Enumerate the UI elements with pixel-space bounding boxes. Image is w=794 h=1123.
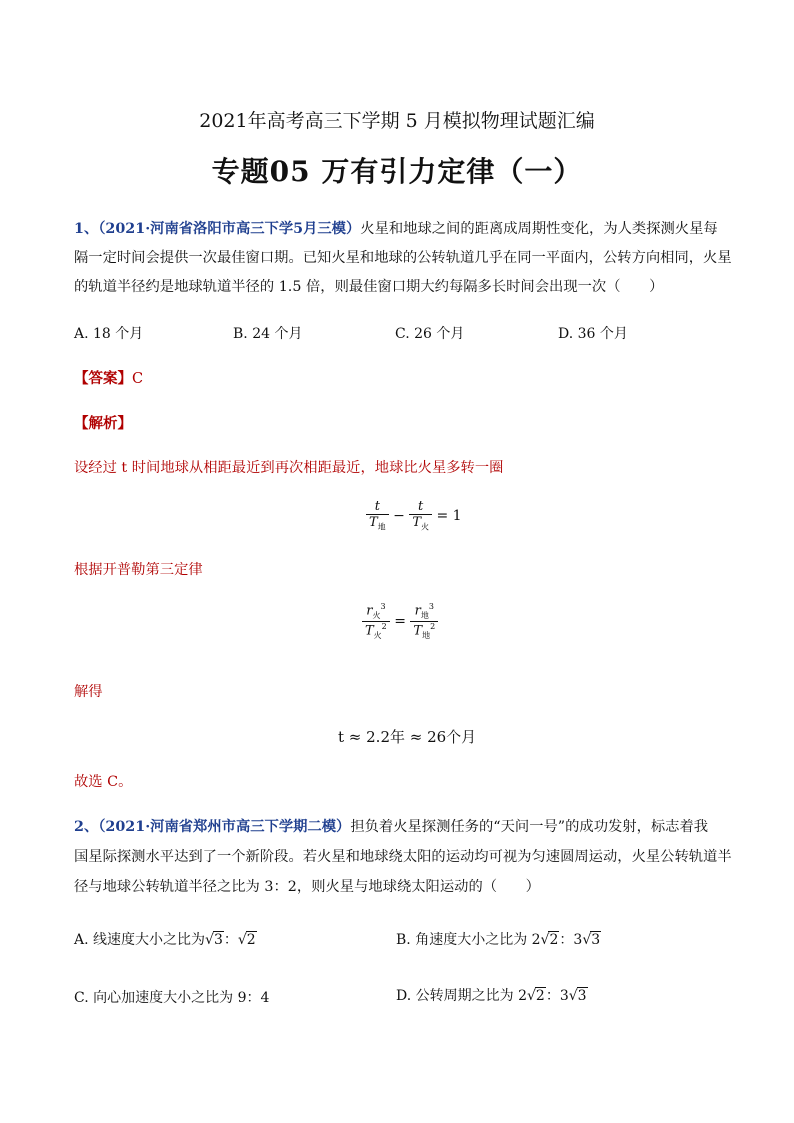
q1-conclusion: 故选 C。: [74, 774, 133, 790]
collection-header: 2021年高考高三下学期 5 月模拟物理试题汇编: [199, 110, 595, 132]
q2-option-c: C. 向心加速度大小之比为 9：4: [74, 990, 270, 1006]
eq1-den-2: T: [412, 515, 421, 530]
eq1-den-1: T: [369, 515, 378, 530]
sqrt-icon: √2: [526, 988, 545, 1004]
q1-line1: [74, 218, 718, 238]
q2-option-a: [74, 929, 257, 949]
eq2-pow-r1: 3: [380, 602, 386, 611]
q2-option-b-sep: ：3: [559, 932, 583, 948]
q2-option-b: [396, 929, 601, 949]
q2-option-d: [396, 985, 588, 1005]
answer-label: 【答案】: [74, 370, 132, 387]
q2-option-a-r1: 3: [213, 932, 223, 948]
q2-option-d-sep: ：3: [545, 988, 569, 1004]
q2-option-d-text: D. 公转周期之比为 2: [396, 988, 527, 1004]
q2-option-a-sep: ：: [223, 932, 238, 948]
eq2-sub-r2: 地: [420, 610, 429, 620]
sqrt-icon: √3: [205, 932, 223, 948]
eq1-minus: −: [393, 507, 405, 524]
q2-option-d-r2: 3: [577, 988, 587, 1004]
q2-line2: 国星际探测水平达到了一个新阶段。若火星和地球绕太阳的运动均可视为匀速圆周运动，火星公转轨道半: [74, 849, 732, 865]
eq2-pow-r2: 3: [428, 602, 434, 611]
q2-text-1: 担负着火星探测任务的“天问一号”的成功发射，标志着我: [350, 819, 709, 835]
eq2-equals: =: [394, 613, 406, 630]
sqrt-icon: √3: [582, 932, 601, 948]
q1-option-a: A. 18 个月: [74, 326, 144, 342]
fraction-t-over-t-earth: [366, 499, 389, 533]
q1-step1: 设经过 t 时间地球从相距最近到再次相距最近，地球比火星多转一圈: [74, 460, 504, 476]
q1-step3: 解得: [74, 684, 103, 700]
q1-line2: 隔一定时间会提供一次最佳窗口期。已知火星和地球的公转轨道几乎在同一平面内，公转方向相同，火星: [74, 250, 732, 266]
q2-option-d-r1: 2: [535, 988, 545, 1004]
fraction-earth: [410, 602, 438, 641]
answer-value: C: [132, 371, 144, 387]
eq1-sub-1: 地: [377, 522, 386, 532]
eq2-pow-t2: 2: [430, 621, 436, 631]
q1-answer: [74, 367, 143, 388]
q2-option-a-text: A. 线速度大小之比为: [74, 932, 206, 948]
q2-option-b-r1: 2: [549, 932, 559, 948]
eq2-pow-t1: 2: [381, 621, 387, 631]
q1-option-b: B. 24 个月: [233, 326, 303, 342]
eq1-rhs: = 1: [436, 507, 462, 524]
eq2-r-1: r: [366, 603, 373, 619]
eq1-num-1: t: [374, 499, 380, 514]
q2-line3: 径与地球公转轨道半径之比为 3：2，则火星与地球绕太阳运动的（ ）: [74, 879, 540, 895]
q2-option-a-r2: 2: [246, 932, 256, 948]
eq2-T-1: T: [365, 623, 374, 639]
q1-step2: 根据开普勒第三定律: [74, 562, 203, 578]
q1-option-c: C. 26 个月: [395, 326, 465, 342]
eq2-T-2: T: [413, 623, 423, 639]
q1-number: 1、: [74, 221, 99, 237]
equation-1: [366, 499, 462, 533]
sqrt-icon: √3: [568, 988, 587, 1004]
q2-source: （2021·河南省郑州市高三下学期二模）: [98, 819, 351, 835]
sqrt-icon: √2: [540, 932, 559, 948]
eq1-sub-2: 火: [420, 522, 429, 532]
q1-text-1: 火星和地球之间的距离成周期性变化，为人类探测火星每: [360, 221, 718, 237]
equation-2: [362, 602, 438, 641]
analysis-label: 【解析】: [74, 415, 132, 432]
fraction-mars: [362, 602, 390, 641]
eq2-sub-t1: 火: [373, 630, 382, 640]
equation-3: t ≈ 2.2年 ≈ 26个月: [338, 728, 477, 746]
fraction-t-over-t-mars: [409, 499, 432, 533]
q2-number: 2、: [74, 819, 99, 835]
eq2-sub-t2: 地: [422, 630, 431, 640]
q2-option-b-text: B. 角速度大小之比为 2: [396, 932, 541, 948]
q1-line3: 的轨道半径约是地球轨道半径的 1.5 倍，则最佳窗口期大约每隔多长时间会出现一次（ ）: [74, 279, 664, 295]
q2-option-b-r2: 3: [591, 932, 601, 948]
page-title: 专题05 万有引力定律（一）: [211, 155, 583, 188]
q1-source: （2021·河南省洛阳市高三下学5月三模）: [98, 221, 361, 237]
eq1-num-2: t: [418, 499, 424, 514]
eq2-sub-r1: 火: [372, 610, 381, 620]
q1-option-d: D. 36 个月: [558, 326, 628, 342]
sqrt-icon: √2: [237, 932, 256, 948]
eq2-r-2: r: [414, 603, 421, 619]
q2-line1: [74, 816, 708, 836]
